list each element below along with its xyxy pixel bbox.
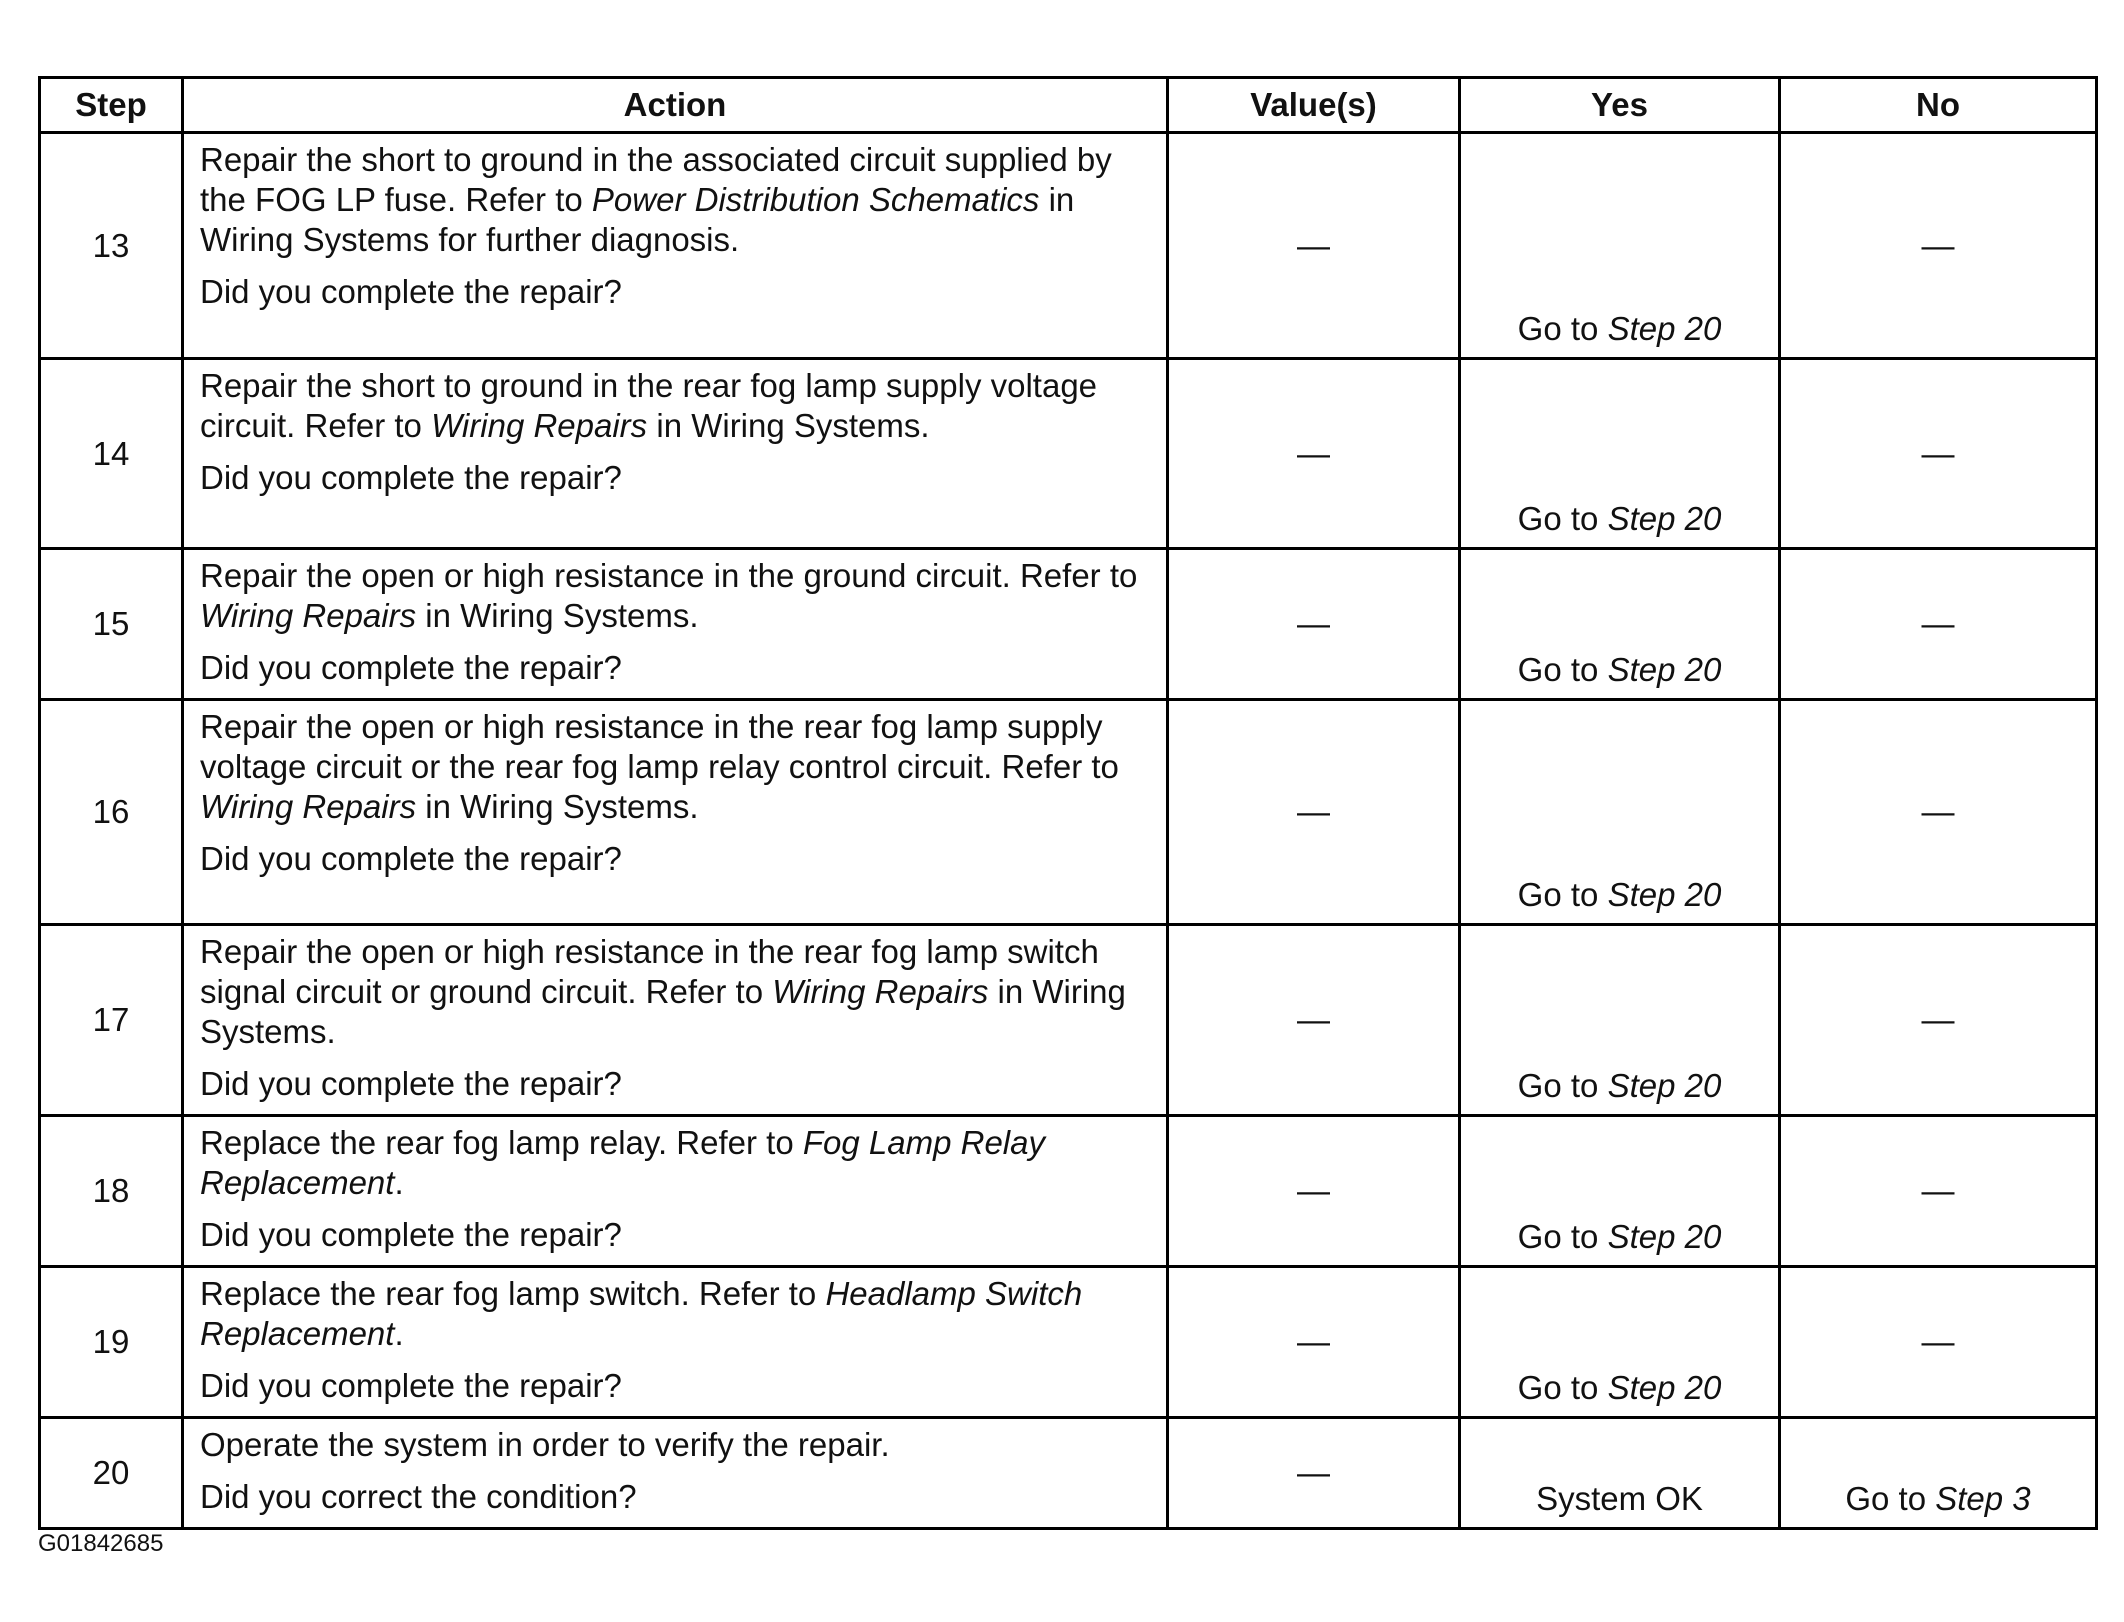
no-cell [1780,700,2097,925]
table-row [40,549,2097,700]
value-cell: — [1168,700,1460,925]
diagnostic-table [38,76,2098,1530]
table-row [40,925,2097,1116]
reference-link-text: Headlamp Switch Replacement [200,1275,1083,1352]
action-text [200,556,1152,636]
action-text-segment: in Wiring Systems. [416,597,699,634]
yes-step-reference: Step 20 [1607,651,1722,688]
header-action: Action [183,78,1168,133]
table-body [40,133,2097,1529]
no-prefix: — [1921,434,1955,472]
action-cell [183,1116,1168,1267]
step-number: 13 [40,133,183,359]
reference-link-text: Wiring Repairs [200,788,417,825]
value-cell: — [1168,1418,1460,1529]
action-text-segment: Replace the rear fog lamp switch. Refer to [200,1275,826,1312]
no-prefix: Go to [1845,1480,1936,1517]
reference-link-text: Wiring Repairs [431,407,648,444]
no-step-reference: Step 3 [1935,1480,2031,1517]
yes-prefix: Go to [1517,876,1608,913]
yes-cell [1460,1116,1780,1267]
step-number: 18 [40,1116,183,1267]
no-cell [1780,1116,2097,1267]
no-cell [1780,133,2097,359]
action-question: Did you correct the condition? [200,1478,637,1515]
action-cell [183,1418,1168,1529]
no-prefix: — [1921,1323,1955,1360]
header-values: Value(s) [1168,78,1460,133]
reference-link-text: Power Distribution Schematics [591,181,1040,218]
value-cell: — [1168,133,1460,359]
value-cell: — [1168,359,1460,549]
action-question: Did you complete the repair? [200,840,622,877]
action-text [200,1425,1152,1465]
action-text-segment: . [394,1164,404,1201]
step-number: 19 [40,1267,183,1418]
action-text-segment: . [394,1315,404,1352]
action-text [200,707,1152,827]
action-cell [183,1267,1168,1418]
yes-step-reference: Step 20 [1607,310,1722,347]
action-question: Did you complete the repair? [200,1065,622,1102]
no-cell [1780,1418,2097,1529]
action-cell [183,700,1168,925]
action-text-segment: Replace the rear fog lamp relay. Refer to [200,1124,803,1161]
reference-link-text: Fog Lamp Relay Replacement [200,1124,1045,1201]
step-number: 20 [40,1418,183,1529]
header-no: No [1780,78,2097,133]
no-cell [1780,359,2097,549]
table-row [40,1116,2097,1267]
yes-prefix: Go to [1517,310,1608,347]
yes-cell [1460,133,1780,359]
yes-prefix: Go to [1517,1369,1608,1406]
action-cell [183,133,1168,359]
action-text-segment: Repair the open or high resistance in the rear fog lamp switch signal circuit or ground circuit. Refer to [200,933,1099,1010]
action-text-segment: Repair the open or high resistance in the rear fog lamp supply voltage circuit or the rear fog lamp relay control circuit. Refer to [200,708,1119,785]
value-cell: — [1168,1116,1460,1267]
action-question: Did you complete the repair? [200,649,622,686]
yes-step-reference: Step 20 [1607,876,1722,913]
yes-step-reference: Step 20 [1607,500,1722,537]
table-row [40,359,2097,549]
action-text-segment: Repair the open or high resistance in the ground circuit. Refer to [200,557,1138,594]
no-prefix: — [1921,1172,1955,1209]
no-cell [1780,1267,2097,1418]
value-cell: — [1168,549,1460,700]
action-cell [183,549,1168,700]
table-row [40,1267,2097,1418]
value-cell: — [1168,925,1460,1116]
yes-cell [1460,1267,1780,1418]
value-cell: — [1168,1267,1460,1418]
action-text-segment: in Wiring Systems for further diagnosis. [200,181,1075,258]
yes-step-reference: Step 20 [1607,1218,1722,1255]
reference-link-text: Wiring Repairs [772,973,989,1010]
yes-prefix: Go to [1517,500,1608,537]
yes-prefix: Go to [1517,651,1608,688]
figure-id: G01842685 [38,1530,164,1557]
action-cell [183,359,1168,549]
no-prefix: — [1921,793,1955,830]
no-cell [1780,925,2097,1116]
reference-link-text: Wiring Repairs [200,597,417,634]
yes-step-reference: Step 20 [1607,1369,1722,1406]
action-question: Did you complete the repair? [200,1216,622,1253]
no-prefix: — [1921,1001,1955,1038]
no-prefix: — [1921,226,1955,264]
action-text [200,366,1152,446]
yes-step-reference: Step 20 [1607,1067,1722,1104]
table-row [40,133,2097,359]
step-number: 15 [40,549,183,700]
action-text-segment: in Wiring Systems. [647,407,930,444]
action-text-segment: in Wiring Systems. [200,973,1126,1050]
action-text-segment: Operate the system in order to verify the repair. [200,1426,890,1463]
action-question: Did you complete the repair? [200,273,622,310]
action-question: Did you complete the repair? [200,459,622,496]
action-text-segment: Repair the short to ground in the associated circuit supplied by the FOG LP fuse. Refer to [200,141,1112,218]
step-number: 14 [40,359,183,549]
table-row [40,700,2097,925]
no-prefix: — [1921,605,1955,642]
action-text [200,140,1152,260]
action-question: Did you complete the repair? [200,1367,622,1404]
table-row [40,1418,2097,1529]
action-cell [183,925,1168,1116]
action-text [200,1123,1152,1203]
yes-cell [1460,700,1780,925]
header-row [40,78,2097,133]
no-cell [1780,549,2097,700]
yes-prefix: System OK [1536,1480,1703,1517]
header-yes: Yes [1460,78,1780,133]
yes-cell [1460,925,1780,1116]
action-text [200,1274,1152,1354]
header-step: Step [40,78,183,133]
action-text [200,932,1152,1052]
action-text-segment: in Wiring Systems. [416,788,699,825]
step-number: 16 [40,700,183,925]
yes-prefix: Go to [1517,1067,1608,1104]
action-text-segment: Repair the short to ground in the rear fog lamp supply voltage circuit. Refer to [200,367,1098,444]
yes-prefix: Go to [1517,1218,1608,1255]
step-number: 17 [40,925,183,1116]
yes-cell [1460,359,1780,549]
yes-cell [1460,1418,1780,1529]
yes-cell [1460,549,1780,700]
